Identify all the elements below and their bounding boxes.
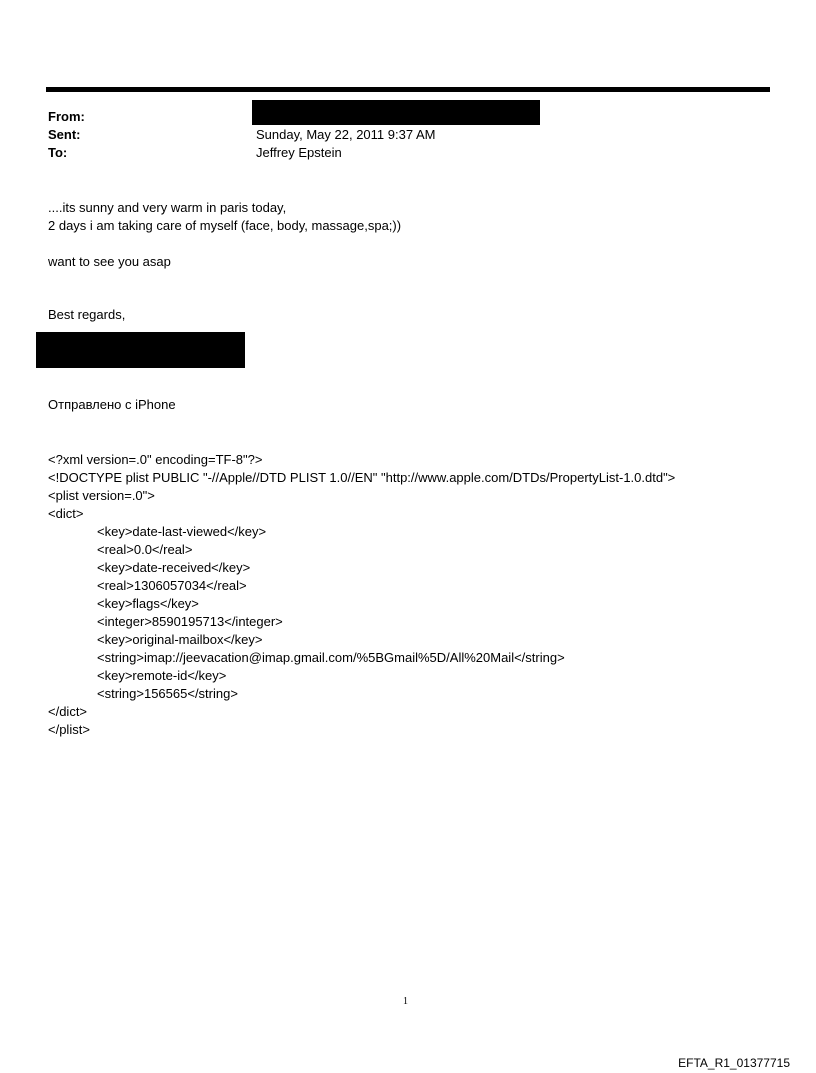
plist-line: </dict> [48, 704, 88, 719]
plist-line: <real>0.0</real> [97, 542, 193, 557]
plist-line: <string>156565</string> [97, 686, 238, 701]
body-line-2: 2 days i am taking care of myself (face, body, massage,spa;)) [48, 218, 402, 233]
signature-device: Отправлено с iPhone [48, 397, 176, 412]
plist-line: <key>original-mailbox</key> [97, 632, 263, 647]
page-number: 1 [403, 996, 408, 1007]
plist-line: <key>flags</key> [97, 596, 199, 611]
plist-line: <real>1306057034</real> [97, 578, 247, 593]
to-label: To: [48, 145, 68, 160]
plist-line: <key>date-received</key> [97, 560, 251, 575]
redacted-sender [252, 100, 540, 125]
plist-line: <key>date-last-viewed</key> [97, 524, 267, 539]
bates-number: EFTA_R1_01377715 [678, 1056, 790, 1070]
sent-label: Sent: [48, 127, 81, 142]
from-label: From: [48, 109, 85, 124]
plist-line: </plist> [48, 722, 90, 737]
to-value: Jeffrey Epstein [256, 145, 342, 160]
body-line-1: ....its sunny and very warm in paris today, [48, 200, 287, 215]
plist-line: <?xml version=.0" encoding=TF-8"?> [48, 452, 263, 467]
body-line-3: want to see you asap [48, 254, 171, 269]
sent-value: Sunday, May 22, 2011 9:37 AM [256, 127, 436, 142]
plist-line: <integer>8590195713</integer> [97, 614, 283, 629]
plist-line: <key>remote-id</key> [97, 668, 227, 683]
plist-line: <string>imap://jeevacation@imap.gmail.com/%5BGmail%5D/All%20Mail</string> [97, 650, 565, 665]
header-rule [46, 87, 770, 92]
closing: Best regards, [48, 307, 126, 322]
plist-line: <plist version=.0"> [48, 488, 155, 503]
redacted-signature [36, 332, 245, 368]
plist-line: <!DOCTYPE plist PUBLIC "-//Apple//DTD PLIST 1.0//EN" "http://www.apple.com/DTDs/PropertyList-1.0.dtd"> [48, 470, 676, 485]
plist-line: <dict> [48, 506, 84, 521]
